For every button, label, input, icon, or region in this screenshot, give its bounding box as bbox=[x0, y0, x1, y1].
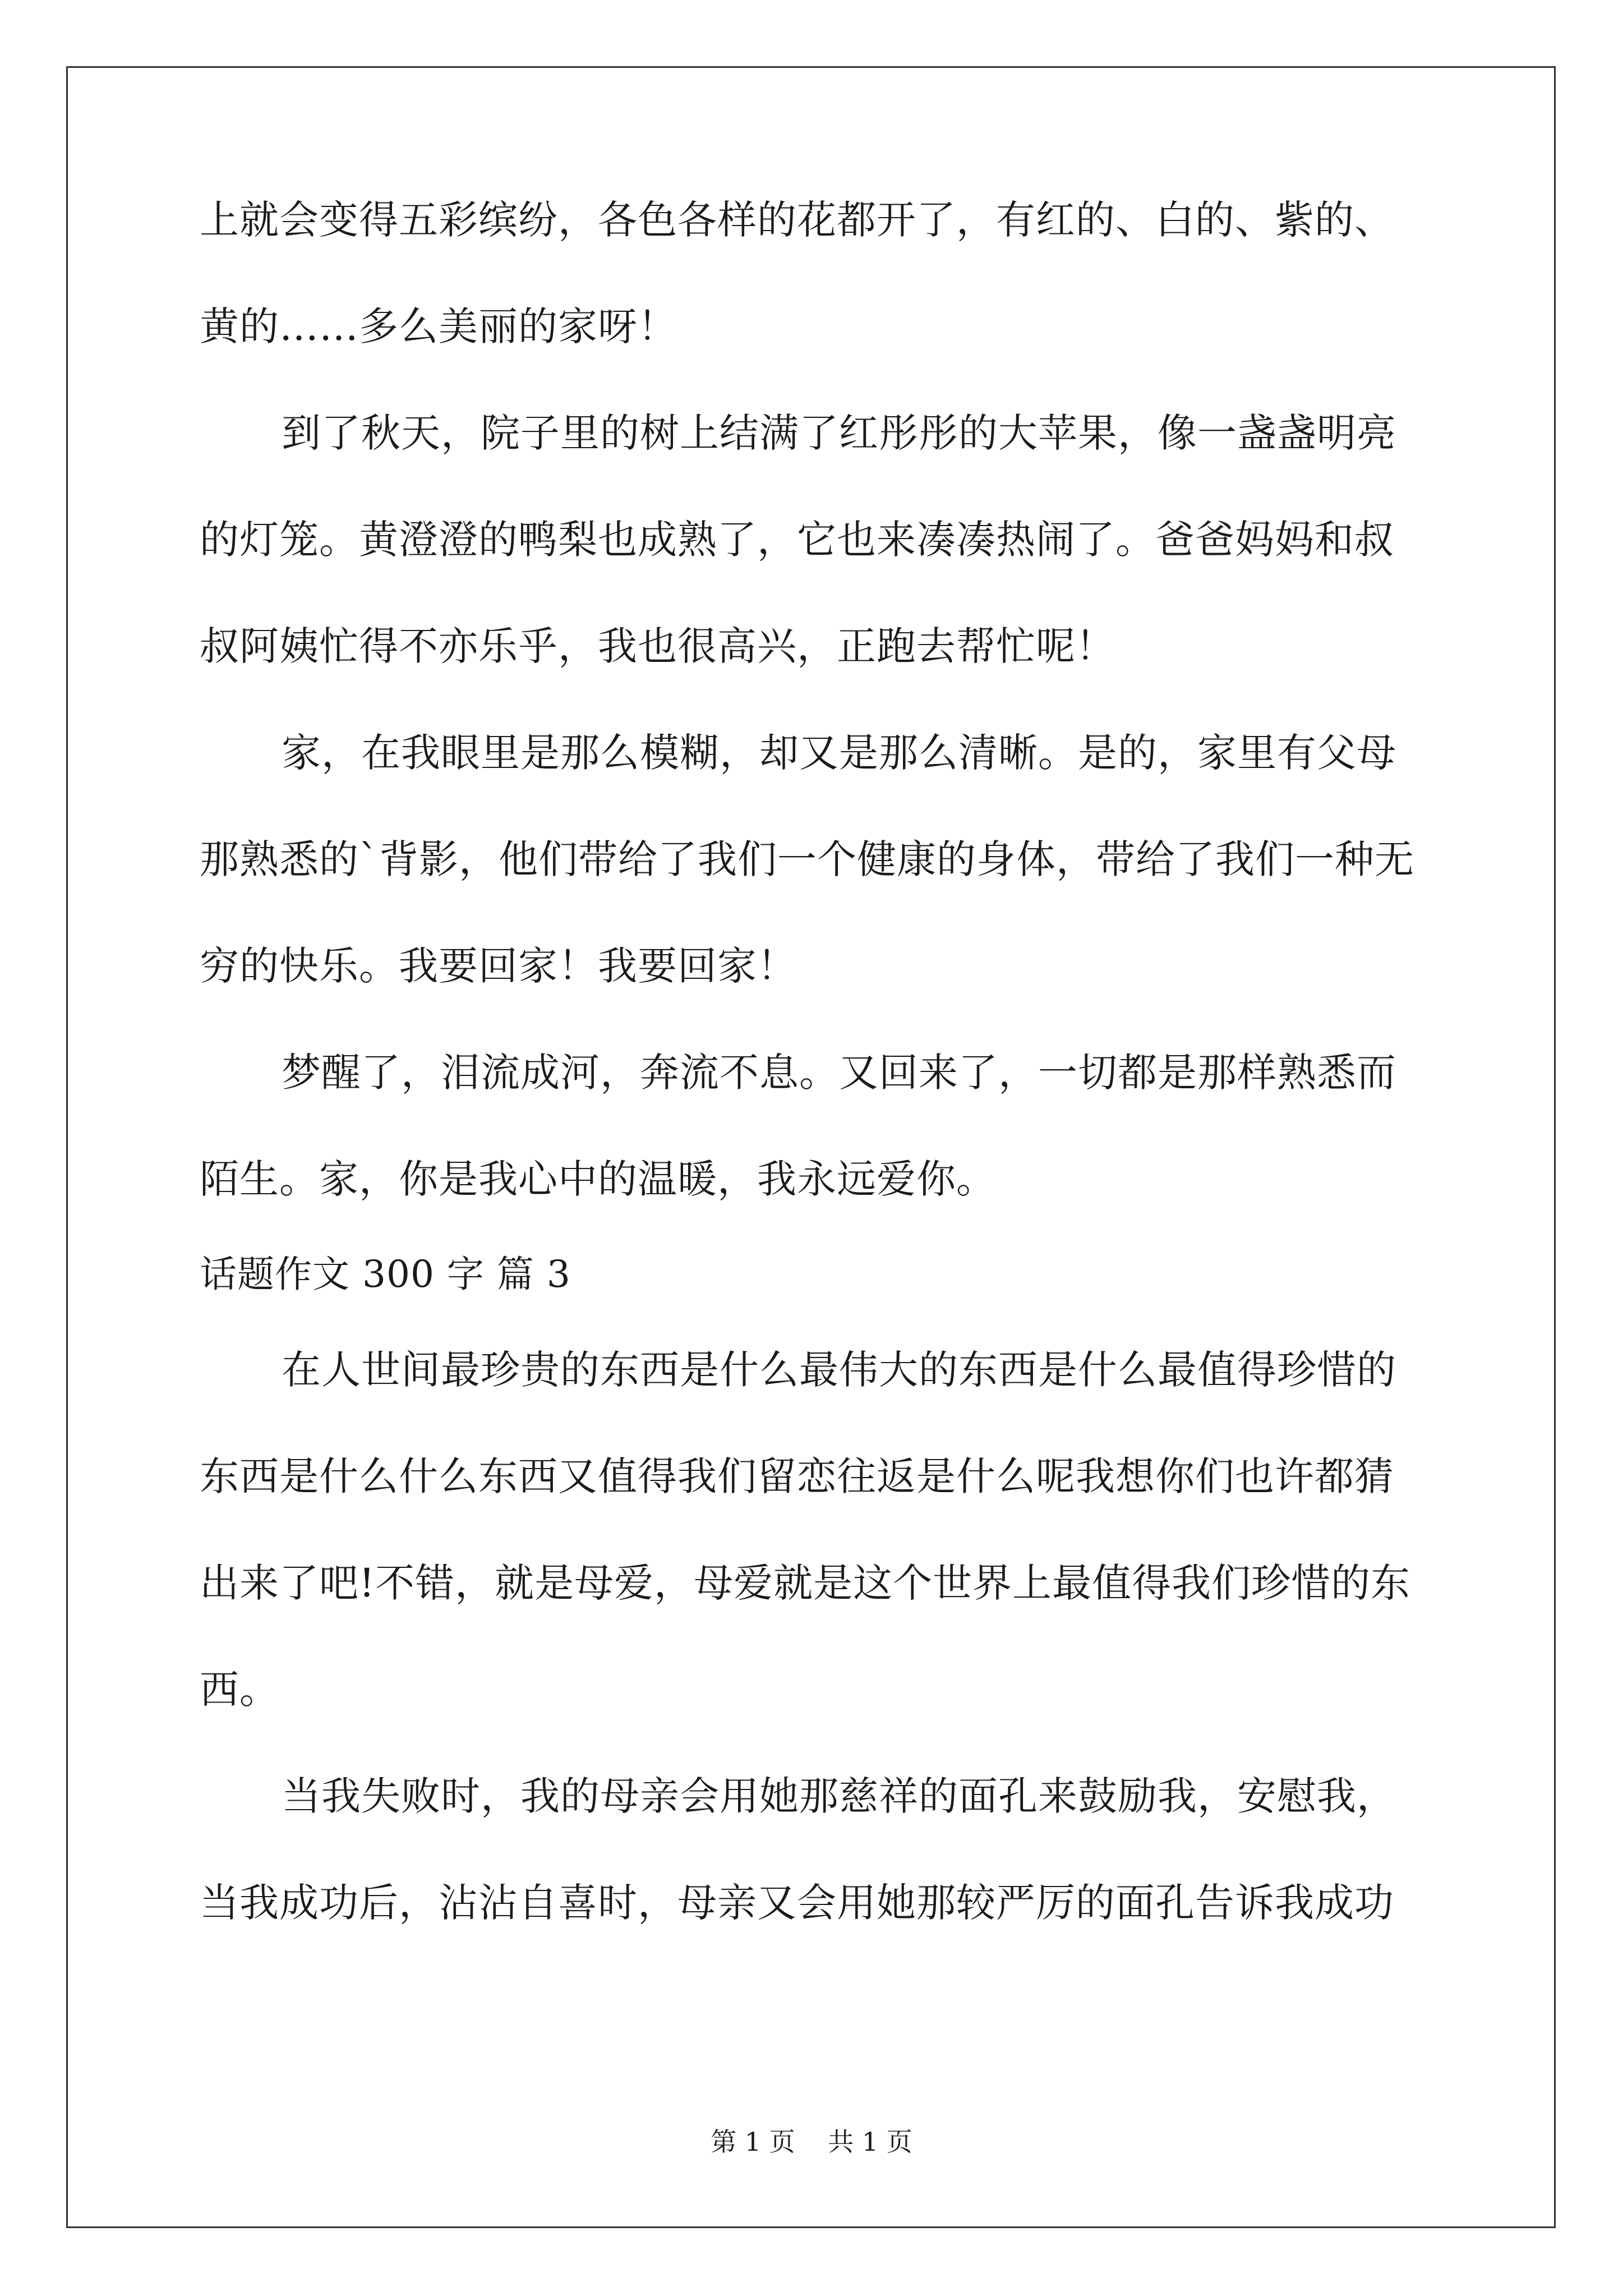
page-footer bbox=[0, 2125, 1623, 2159]
paragraph-start: 梦醒了，泪流成河，奔流不息。又回来了，一切都是那样熟悉而 bbox=[282, 1050, 1396, 1096]
text-line: 东西是什么什么东西又值得我们留恋往返是什么呢我想你们也许都猜 bbox=[200, 1453, 1394, 1499]
text-line: 叔阿姨忙得不亦乐乎，我也很高兴，正跑去帮忙呢！ bbox=[200, 623, 1115, 669]
text-line: 西。 bbox=[200, 1667, 279, 1713]
text-line: 的灯笼。黄澄澄的鸭梨也成熟了，它也来凑凑热闹了。爸爸妈妈和叔 bbox=[200, 517, 1394, 563]
text-line: 当我成功后，沾沾自喜时，母亲又会用她那较严厉的面孔告诉我成功 bbox=[200, 1880, 1394, 1926]
text-line: 上就会变得五彩缤纷，各色各样的花都开了，有红的、白的、紫的、 bbox=[200, 197, 1394, 243]
text-line: 那熟悉的`背影，他们带给了我们一个健康的身体，带给了我们一种无 bbox=[200, 836, 1414, 882]
paragraph-start: 当我失败时，我的母亲会用她那慈祥的面孔来鼓励我，安慰我， bbox=[282, 1773, 1396, 1819]
section-heading: 话题作文 300 字 篇 3 bbox=[200, 1253, 571, 1296]
page-total: 共 1 页 bbox=[828, 2127, 912, 2157]
paragraph-start: 在人世间最珍贵的东西是什么最伟大的东西是什么最值得珍惜的 bbox=[282, 1347, 1396, 1393]
text-line: 陌生。家，你是我心中的温暖，我永远爱你。 bbox=[200, 1156, 996, 1202]
text-line: 出来了吧!不错，就是母爱，母爱就是这个世界上最值得我们珍惜的东 bbox=[200, 1560, 1411, 1606]
text-line: 黄的……多么美丽的家呀！ bbox=[200, 303, 677, 349]
paragraph-start: 家，在我眼里是那么模糊，却又是那么清晰。是的，家里有父母 bbox=[282, 730, 1396, 776]
text-line: 穷的快乐。我要回家！我要回家！ bbox=[200, 943, 797, 989]
paragraph-start: 到了秋天，院子里的树上结满了红彤彤的大苹果，像一盏盏明亮 bbox=[282, 410, 1396, 456]
page-number: 第 1 页 bbox=[711, 2127, 795, 2157]
